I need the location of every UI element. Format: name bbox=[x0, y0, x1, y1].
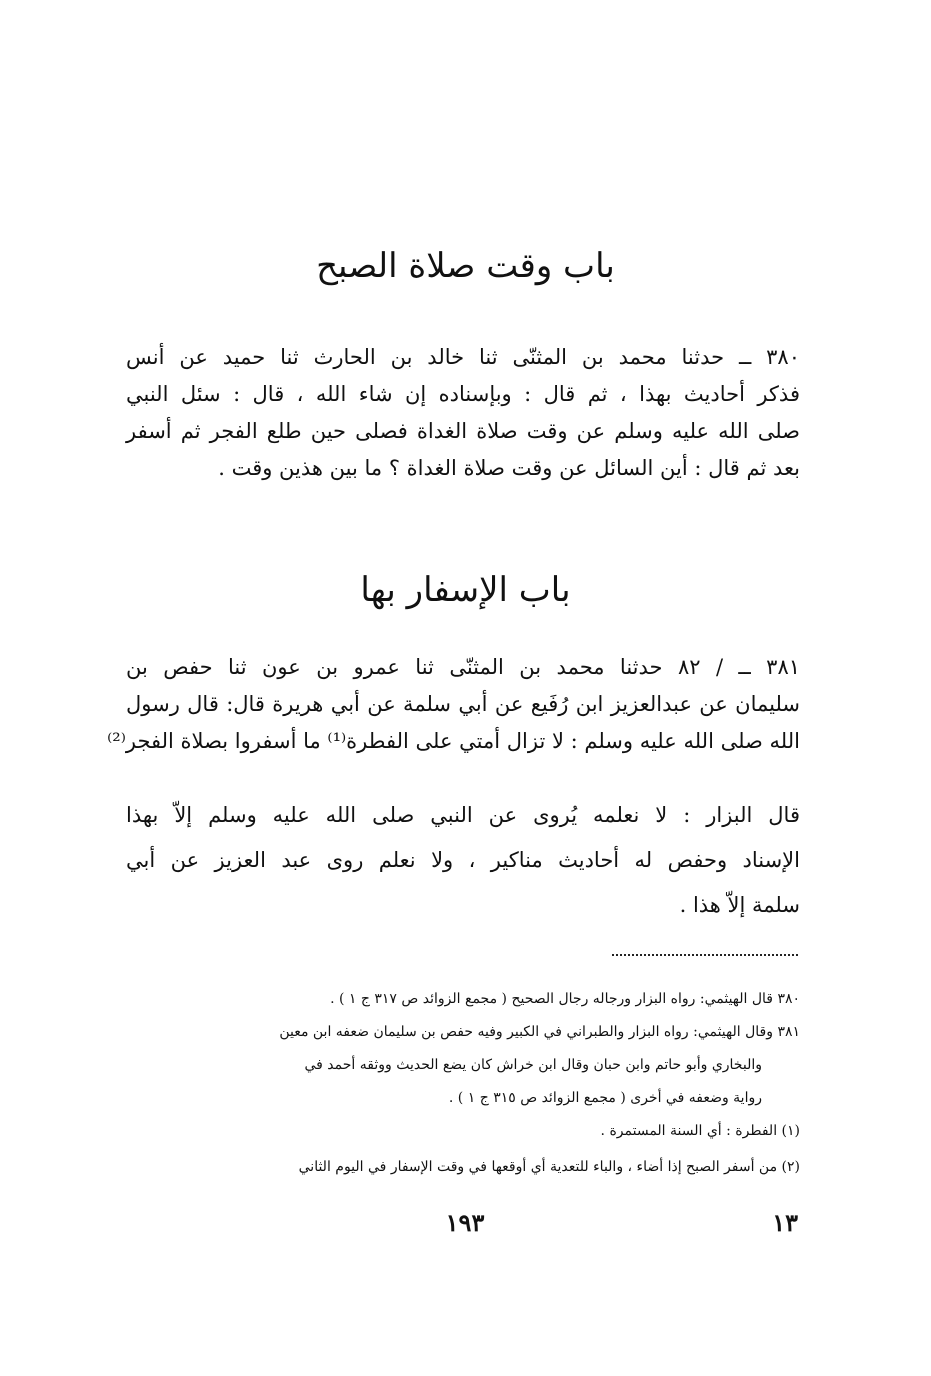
footnote-381-continued: والبخاري وأبو حاتم وابن حبان وقال ابن خراش كان يضع الحديث ووثقه أحمد في bbox=[304, 1057, 762, 1073]
paragraph-line: الله صلى الله عليه وسلم : لا تزال أمتي على الفطرة⁽¹⁾ ما أسفروا بصلاة الفجر⁽²⁾ bbox=[107, 729, 800, 753]
paragraph-line: ٣٨٠ ــ حدثنا محمد بن المثنّى ثنا خالد بن الحارث ثنا حميد عن أنس bbox=[126, 345, 800, 369]
footnote-381-continued: رواية وضعفه في أخرى ( مجمع الزوائد ص ٣١٥ ج ١ ) . bbox=[448, 1090, 762, 1106]
paragraph-line: صلى الله عليه وسلم عن وقت صلاة الغداة فصلى حين طلع الفجر ثم أسفر bbox=[126, 419, 800, 443]
footnote-1: (١) الفطرة : أي السنة المستمرة . bbox=[600, 1123, 800, 1139]
footnote-2: (٢) من أسفر الصبح إذا أضاء ، والباء للتعدية أي أوقعها في وقت الإسفار في اليوم الثاني bbox=[298, 1159, 800, 1175]
paragraph-line: قال البزار : لا نعلمه يُروى عن النبي صلى الله عليه وسلم إلاّ بهذا bbox=[126, 803, 800, 827]
paragraph-line: بعد ثم قال : أين السائل عن وقت صلاة الغداة ؟ ما بين هذين وقت . bbox=[218, 456, 800, 480]
paragraph-line: سلمة إلاّ هذا . bbox=[679, 893, 800, 917]
footnote-380: ٣٨٠ قال الهيثمي: رواه البزار ورجاله رجال الصحيح ( مجمع الزوائد ص ٣١٧ ج ١ ) . bbox=[330, 991, 800, 1007]
paragraph-line: سليمان عن عبدالعزيز ابن رُفَيع عن أبي سلمة عن أبي هريرة قال: قال رسول bbox=[126, 692, 800, 716]
page-number-center: ١٩٣ bbox=[445, 1208, 485, 1237]
footnote-separator bbox=[612, 954, 798, 956]
page-number-right: ١٣ bbox=[772, 1208, 798, 1237]
paragraph-line: فذكر أحاديث بهذا ، ثم قال : وبإسناده إن شاء الله ، قال : سئل النبي bbox=[126, 382, 800, 406]
paragraph-line: ٣٨١ ــ / ٨٢ حدثنا محمد بن المثنّى ثنا عمرو بن عون ثنا حفص بن bbox=[126, 655, 801, 679]
chapter-heading-isfar: باب الإسفار بها bbox=[360, 570, 571, 610]
paragraph-line: الإسناد وحفص له أحاديث مناكير ، ولا نعلم روى عبد العزيز عن أبي bbox=[126, 848, 800, 872]
footnote-381: ٣٨١ وقال الهيثمي: رواه البزار والطبراني في الكبير وفيه حفص بن سليمان ضعفه ابن معين bbox=[279, 1024, 800, 1040]
chapter-heading-morning-prayer-time: باب وقت صلاة الصبح bbox=[316, 246, 615, 286]
